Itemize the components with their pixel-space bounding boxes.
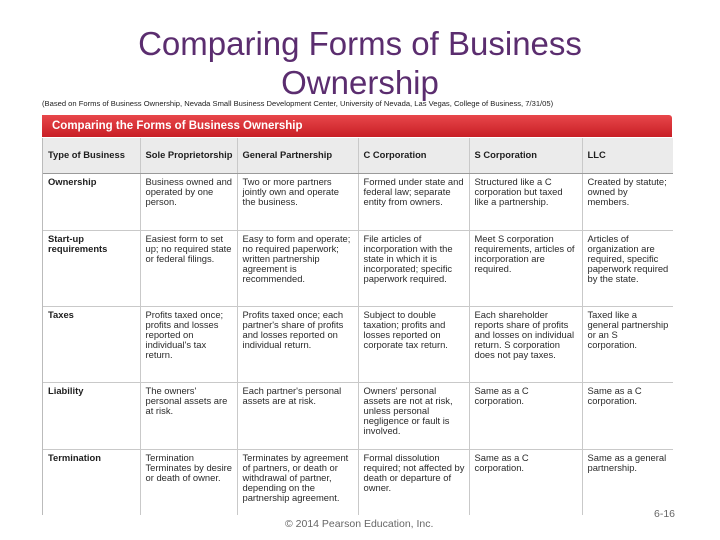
- row-label: Liability: [43, 383, 140, 450]
- table-cell: Easiest form to set up; no required state or federal filings.: [140, 231, 237, 307]
- comparison-table: [43, 138, 673, 515]
- table-cell: Formed under state and federal law; separate entity from owners.: [358, 174, 469, 231]
- table-cell: Same as a C corporation.: [582, 383, 673, 450]
- table-cell: Structured like a C corporation but taxed like a partnership.: [469, 174, 582, 231]
- table-cell: Formal dissolution required; not affected by death or departure of owner.: [358, 450, 469, 516]
- table-row-ownership: [43, 174, 673, 231]
- row-label: Ownership: [43, 174, 140, 231]
- table-cell: Subject to double taxation; profits and losses reported on corporate tax return.: [358, 307, 469, 383]
- slide-title: Comparing Forms of Business Ownership: [138, 25, 582, 101]
- table-cell: Taxed like a general partnership or an S corporation.: [582, 307, 673, 383]
- comparison-table-container: [42, 138, 673, 515]
- table-row-start-up: [43, 231, 673, 307]
- table-row-liability: [43, 383, 673, 450]
- header-c-corporation: C Corporation: [358, 138, 469, 174]
- table-cell: Owners' personal assets are not at risk, unless personal negligence or fault is involved.: [358, 383, 469, 450]
- table-cell: Termination Terminates by desire or death of owner.: [140, 450, 237, 516]
- table-cell: Same as a general partnership.: [582, 450, 673, 516]
- source-citation: (Based on Forms of Business Ownership, Nevada Small Business Development Center, University of Nevada, Las Vegas, College of Business, 7/31/05): [42, 99, 554, 108]
- table-row-termination: [43, 450, 673, 516]
- table-cell: File articles of incorporation with the state in which it is incorporated; specific paperwork required.: [358, 231, 469, 307]
- table-cell: Each partner's personal assets are at risk.: [237, 383, 358, 450]
- header-general-partnership: General Partnership: [237, 138, 358, 174]
- table-cell: Easy to form and operate; no required paperwork; written partnership agreement is recommended.: [237, 231, 358, 307]
- table-cell: Profits taxed once; each partner's share of profits and losses reported on individual return.: [237, 307, 358, 383]
- table-cell: Meet S corporation requirements, articles of incorporation are required.: [469, 231, 582, 307]
- table-cell: Same as a C corporation.: [469, 383, 582, 450]
- table-banner: Comparing the Forms of Business Ownership: [42, 115, 672, 137]
- header-sole-proprietorship: Sole Proprietorship: [140, 138, 237, 174]
- table-cell: Each shareholder reports share of profits and losses on individual return. S corporation does not pay taxes.: [469, 307, 582, 383]
- table-cell: Two or more partners jointly own and operate the business.: [237, 174, 358, 231]
- page-number: 6-16: [654, 508, 676, 520]
- header-type-of-business: Type of Business: [43, 138, 140, 174]
- row-label: Termination: [43, 450, 140, 516]
- table-cell: Profits taxed once; profits and losses reported on individual's tax return.: [140, 307, 237, 383]
- table-row-taxes: [43, 307, 673, 383]
- copyright-footer: © 2014 Pearson Education, Inc.: [285, 518, 434, 530]
- table-cell: Articles of organization are required, specific paperwork required by the state.: [582, 231, 673, 307]
- table-cell: Same as a C corporation.: [469, 450, 582, 516]
- table-cell: Created by statute; owned by members.: [582, 174, 673, 231]
- header-s-corporation: S Corporation: [469, 138, 582, 174]
- row-label: Start-up requirements: [43, 231, 140, 307]
- row-label: Taxes: [43, 307, 140, 383]
- table-cell: Business owned and operated by one person.: [140, 174, 237, 231]
- table-cell: Terminates by agreement of partners, or death or withdrawal of partner, depending on the partnership agreement.: [237, 450, 358, 516]
- table-cell: The owners' personal assets are at risk.: [140, 383, 237, 450]
- header-llc: LLC: [582, 138, 673, 174]
- table-header-row: [43, 138, 673, 174]
